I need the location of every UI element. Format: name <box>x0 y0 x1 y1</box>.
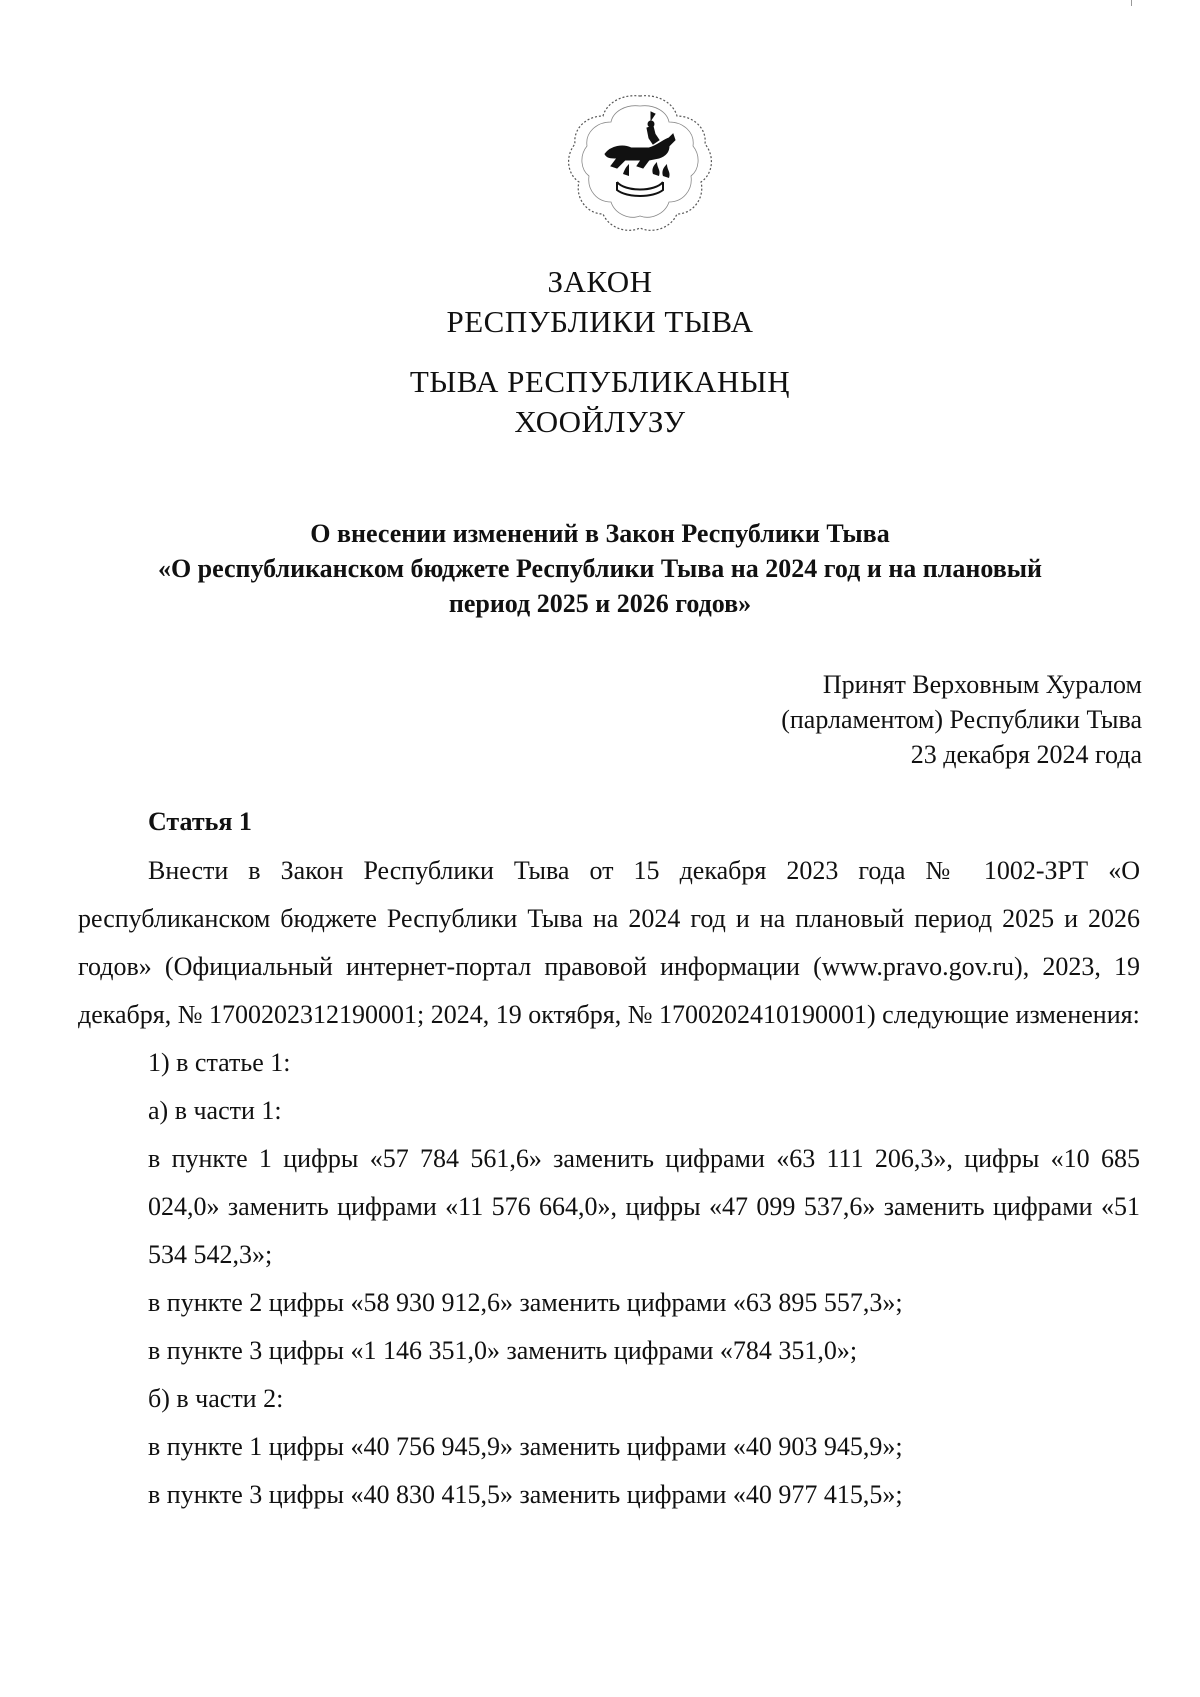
article-heading: Статья 1 <box>148 807 252 836</box>
list-item: в пункте 1 цифры «40 756 945,9» заменить цифрами «40 903 945,9»; <box>148 1432 903 1461</box>
tuvan-title-line1: ТЫВА РЕСПУБЛИКАНЫҢ <box>409 364 791 399</box>
adoption-line1: Принят Верховным Хуралом <box>822 670 1142 699</box>
list-item: б) в части 2: <box>148 1384 284 1413</box>
heading-line2: «О республиканском бюджете Республики Тыва на 2024 год и на плановый <box>157 554 1043 583</box>
law-title-line2: РЕСПУБЛИКИ ТЫВА <box>446 304 754 339</box>
list-item: а) в части 1: <box>148 1096 282 1125</box>
tuva-coat-of-arms-icon <box>565 88 715 238</box>
tuvan-title-line2: ХООЙЛУЗУ <box>514 404 686 439</box>
article-body <box>78 847 1140 1519</box>
document-heading <box>80 516 1120 621</box>
adoption-line3: 23 декабря 2024 года <box>910 740 1142 769</box>
list-item: в пункте 1 цифры «57 784 561,6» заменить цифрами «63 111 206,3», цифры «10 685 024,0» заменить цифрами «11 576 664,0», цифры «47 099 537,6» заменить цифрами «51 534 542,3»; <box>148 1144 1140 1269</box>
heading-line3: период 2025 и 2026 годов» <box>448 589 752 618</box>
heading-line1: О внесении изменений в Закон Республики Тыва <box>310 519 890 548</box>
law-title-line1: ЗАКОН <box>547 264 653 299</box>
adoption-line2: (парламентом) Республики Тыва <box>781 705 1142 734</box>
law-title <box>0 262 1200 342</box>
list-item: в пункте 3 цифры «1 146 351,0» заменить цифрами «784 351,0»; <box>148 1336 858 1365</box>
article-intro: Внести в Закон Республики Тыва от 15 декабря 2023 года № 1002-ЗРТ «О республиканском бюджете Республики Тыва на 2024 год и на плановый период 2025 и 2026 годов» (Официальный интернет-портал правовой информации (www.pravo.gov.ru), 2023, 19 декабря, № 1700202312190001; 2024, 19 октября, № 1700202410190001) следующие изменения: <box>78 856 1140 1029</box>
list-item: в пункте 3 цифры «40 830 415,5» заменить цифрами «40 977 415,5»; <box>148 1480 903 1509</box>
adoption-note <box>781 667 1142 772</box>
scan-mark <box>1131 0 1132 6</box>
list-item: 1) в статье 1: <box>148 1048 291 1077</box>
tuvan-title <box>0 362 1200 442</box>
list-item: в пункте 2 цифры «58 930 912,6» заменить цифрами «63 895 557,3»; <box>148 1288 903 1317</box>
